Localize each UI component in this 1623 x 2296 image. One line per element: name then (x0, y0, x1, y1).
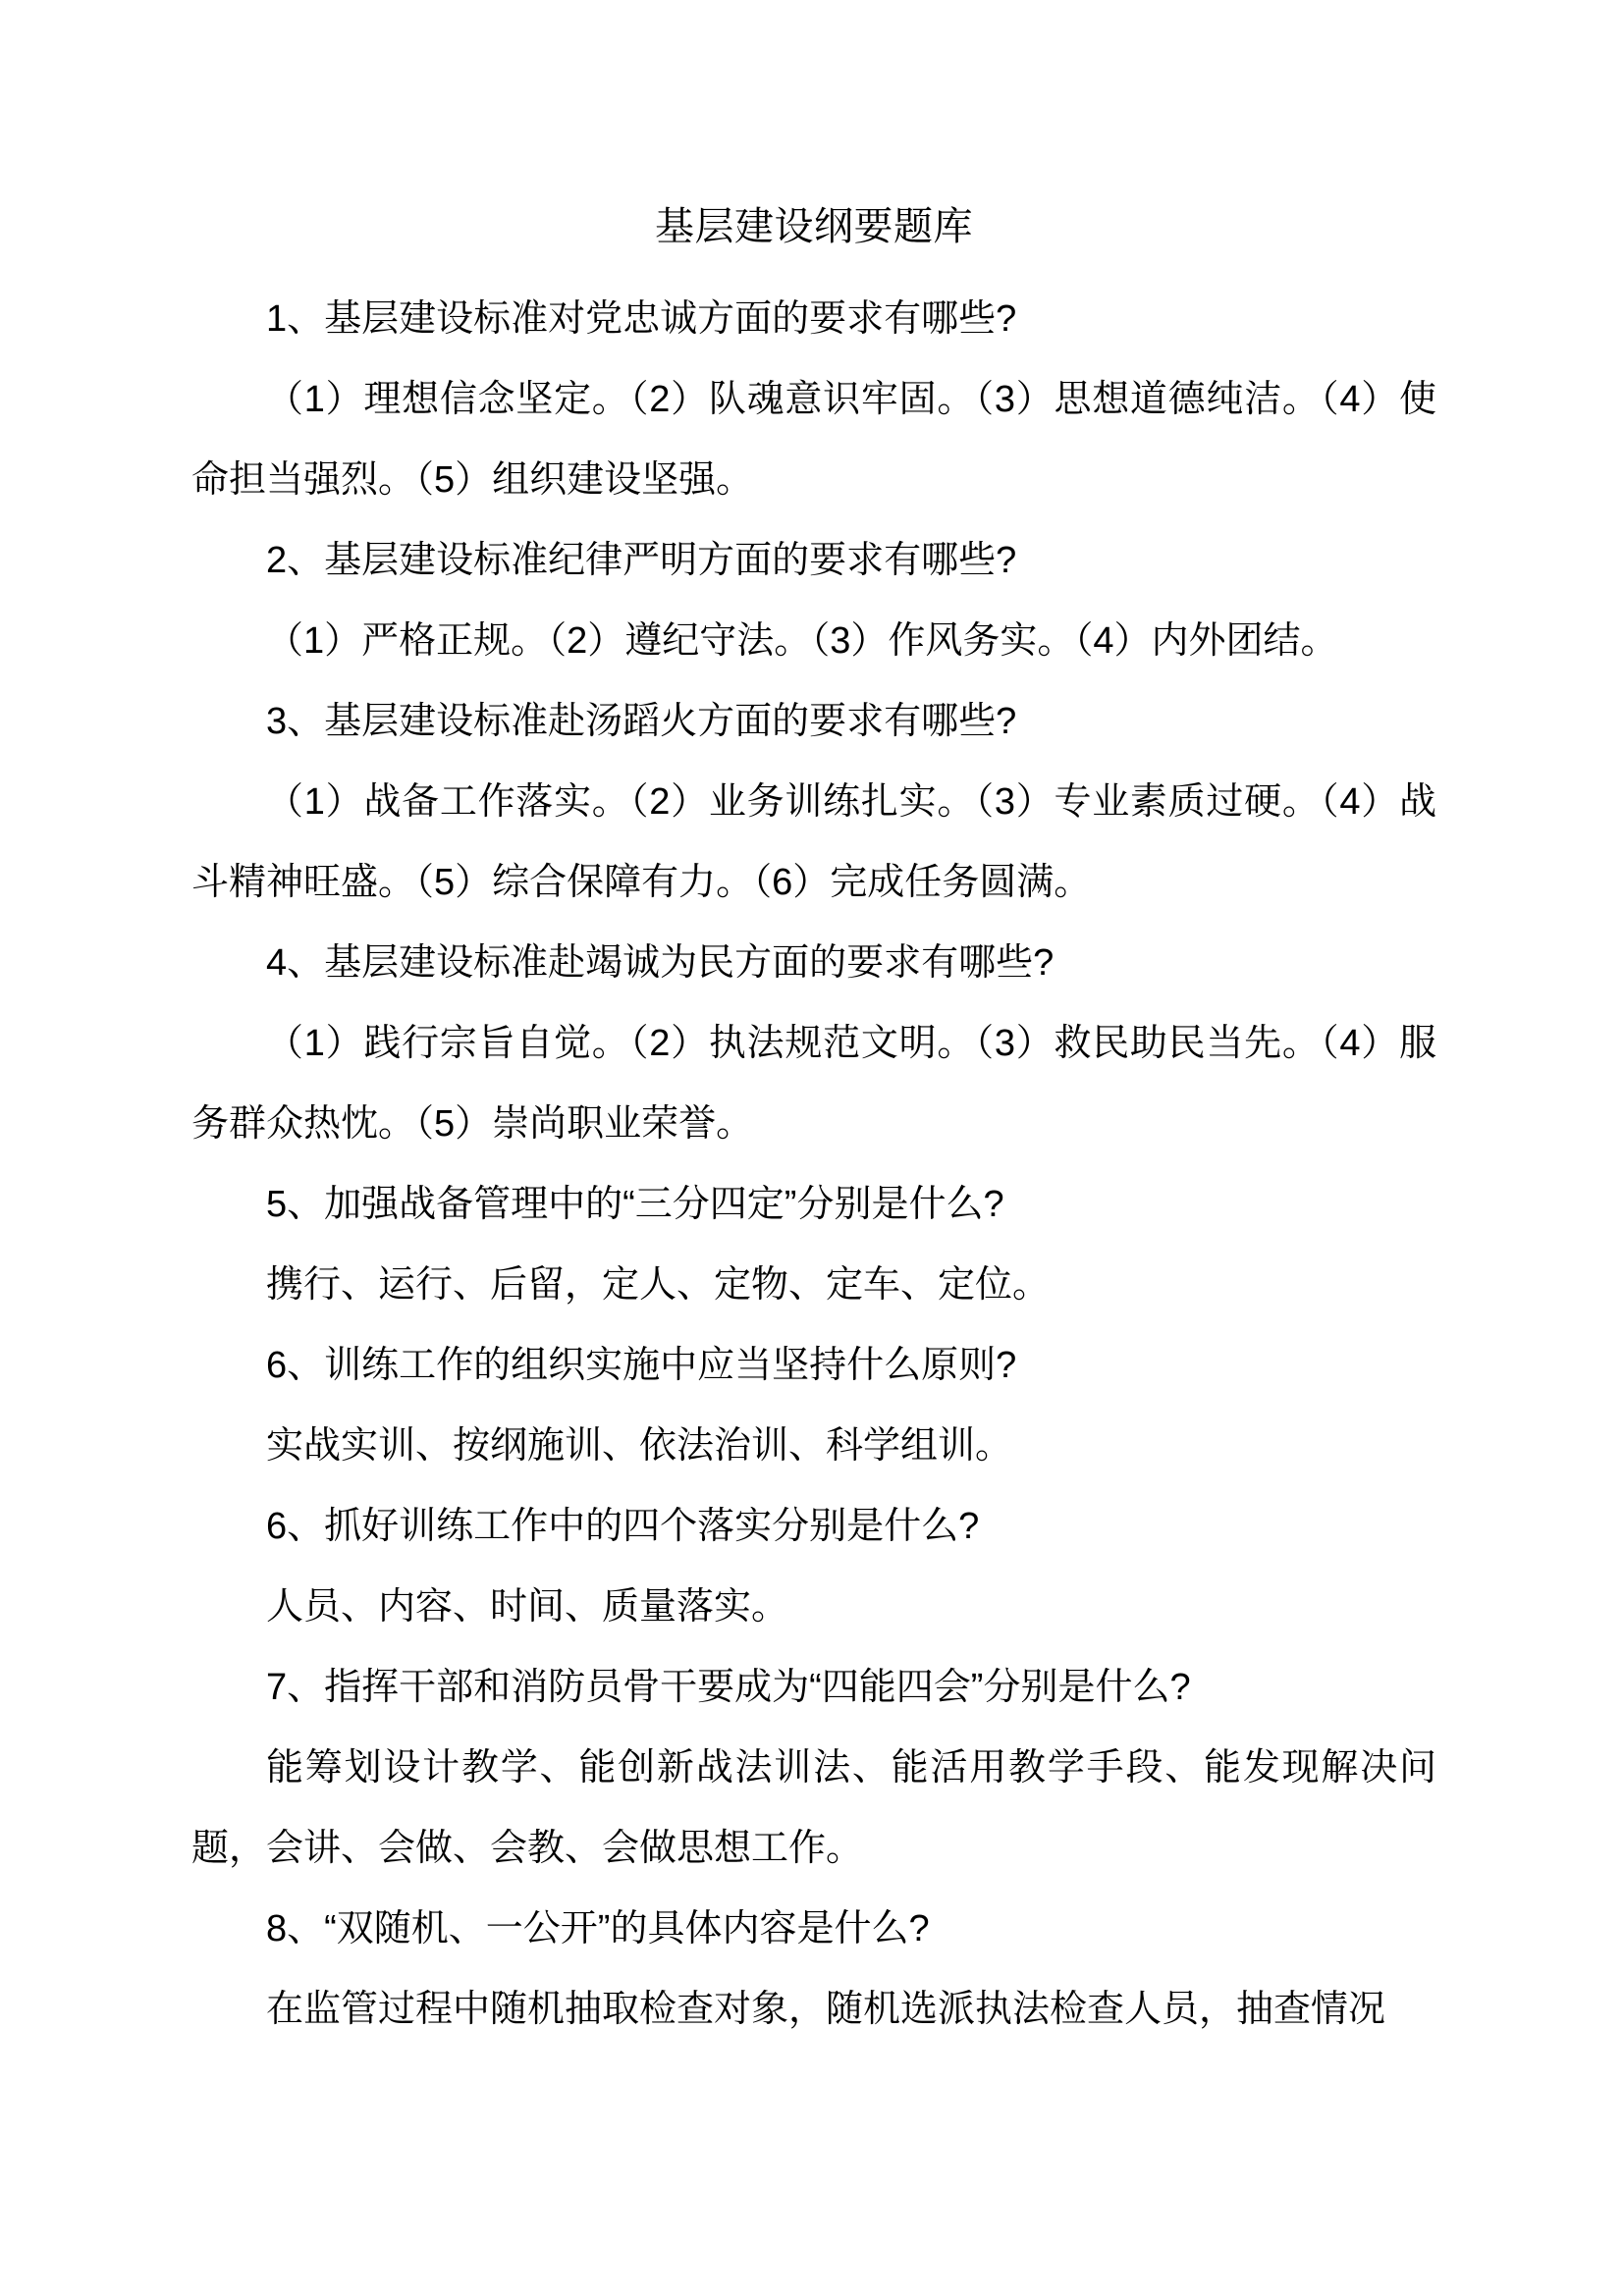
question-paragraph-2: 2、基层建设标准纪律严明方面的要求有哪些? (266, 540, 1017, 581)
answer-paragraph-1: （1）理想信念坚定。（2）队魂意识牢固。（3）思想道德纯洁。（4）使命担当强烈。（5）组织建设坚强。 (191, 379, 1436, 501)
question-paragraph-5: 5、加强战备管理中的“三分四定”分别是什么? (266, 1184, 1004, 1225)
question-paragraph-3: 3、基层建设标准赴汤蹈火方面的要求有哪些? (266, 701, 1017, 742)
page-title: 基层建设纲要题库 (655, 205, 973, 248)
answer-paragraph-5: 携行、运行、后留，定人、定物、定车、定位。 (266, 1264, 1051, 1306)
document-body (191, 187, 1436, 2050)
answer-paragraph-6b: 人员、内容、时间、质量落实。 (266, 1586, 789, 1628)
question-paragraph-1: 1、基层建设标准对党忠诚方面的要求有哪些? (266, 298, 1017, 340)
answer-paragraph-3: （1）战备工作落实。（2）业务训练扎实。（3）专业素质过硬。（4）战斗精神旺盛。（5）综合保障有力。（6）完成任务圆满。 (191, 781, 1436, 903)
answer-paragraph-7: 能筹划设计教学、能创新战法训法、能活用教学手段、能发现解决问题，会讲、会做、会教、会做思想工作。 (191, 1747, 1436, 1869)
question-paragraph-7: 7、指挥干部和消防员骨干要成为“四能四会”分别是什么? (266, 1667, 1191, 1708)
answer-paragraph-4: （1）践行宗旨自觉。（2）执法规范文明。（3）救民助民当先。（4）服务群众热忱。（5）崇尚职业荣誉。 (191, 1023, 1436, 1145)
question-paragraph-6: 6、训练工作的组织实施中应当坚持什么原则? (266, 1345, 1017, 1386)
answer-paragraph-6: 实战实训、按纲施训、依法治训、科学组训。 (266, 1425, 1013, 1467)
answer-paragraph-8: 在监管过程中随机抽取检查对象，随机选派执法检查人员，抽查情况 (266, 1989, 1386, 2030)
question-paragraph-4: 4、基层建设标准赴竭诚为民方面的要求有哪些? (266, 942, 1055, 984)
question-paragraph-6b: 6、抓好训练工作中的四个落实分别是什么? (266, 1506, 980, 1547)
answer-paragraph-2: （1）严格正规。（2）遵纪守法。（3）作风务实。（4）内外团结。 (266, 620, 1338, 662)
question-paragraph-8: 8、“双随机、一公开”的具体内容是什么? (266, 1908, 930, 1949)
